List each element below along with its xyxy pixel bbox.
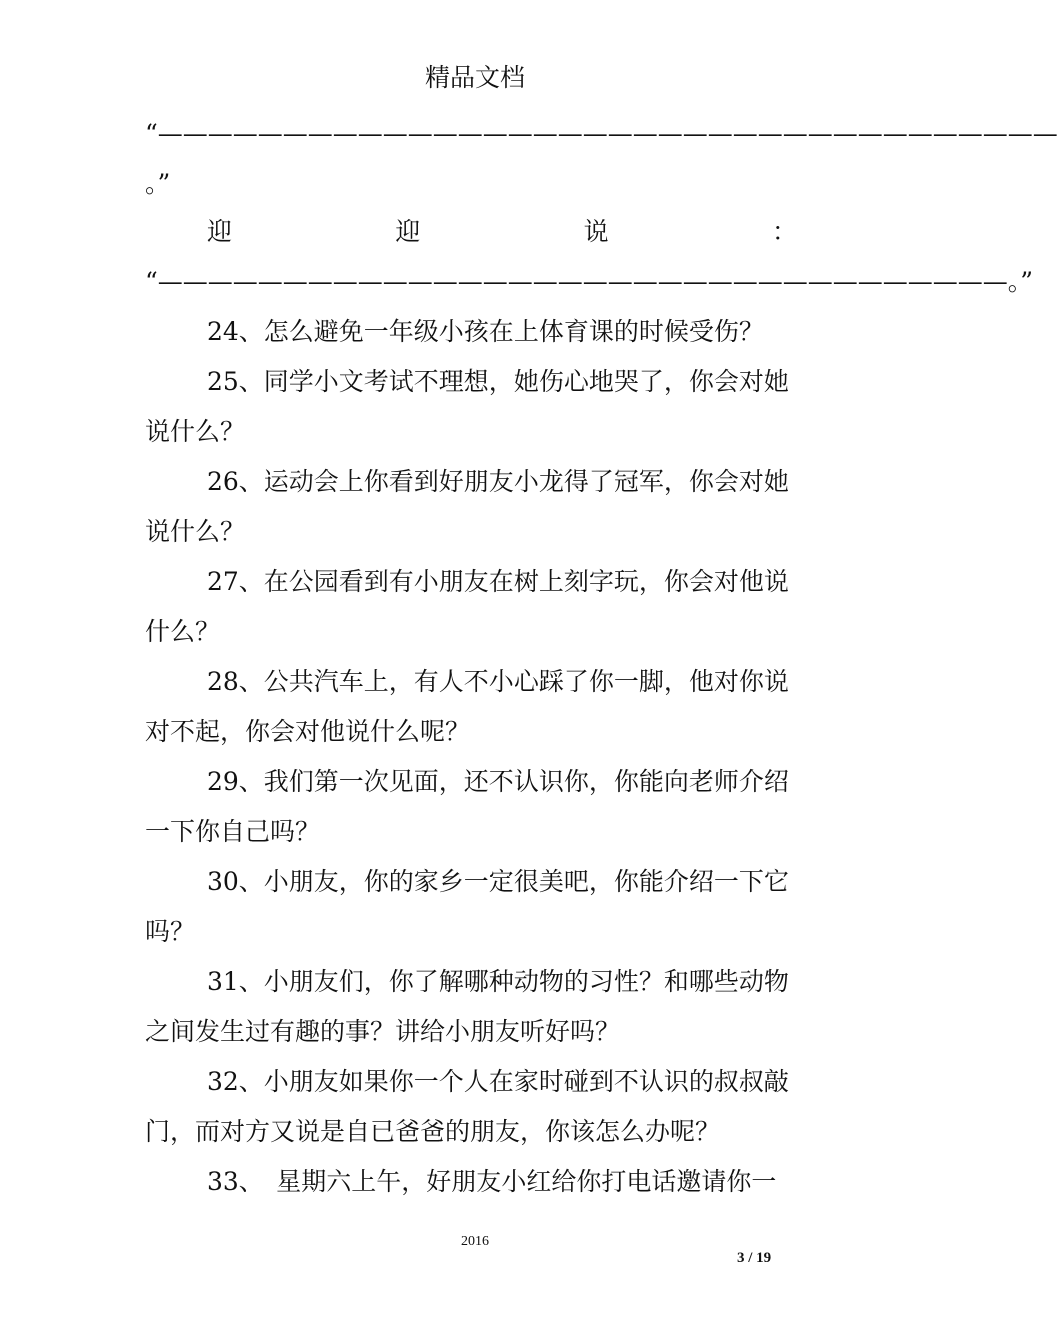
question-31: 31、小朋友们，你了解哪种动物的习性？和哪些动物 xyxy=(207,967,789,996)
blank-line-1-end: 。” xyxy=(145,169,171,198)
question-25: 25、同学小文考试不理想，她伤心地哭了，你会对她 xyxy=(207,367,789,396)
speaker-char-1: 迎 xyxy=(207,217,233,246)
question-25-cont: 说什么？ xyxy=(145,417,246,446)
question-26-cont: 说什么？ xyxy=(145,517,246,546)
question-28-cont: 对不起，你会对他说什么呢？ xyxy=(145,717,471,746)
question-27: 27、在公园看到有小朋友在树上刻字玩，你会对他说 xyxy=(207,567,789,596)
speaker-line xyxy=(207,216,797,248)
question-26: 26、运动会上你看到好朋友小龙得了冠军，你会对她 xyxy=(207,467,789,496)
page-number: 3 / 19 xyxy=(737,1250,772,1266)
question-32: 32、小朋友如果你一个人在家时碰到不认识的叔叔敲 xyxy=(207,1067,789,1096)
speaker-char-2: 迎 xyxy=(395,217,421,246)
speaker-char-3: 说 xyxy=(583,217,609,246)
blank-line-1: “———————————————————————————————————— xyxy=(145,119,1058,148)
speaker-colon: ： xyxy=(771,217,797,246)
blank-line-2: “——————————————————————————————————。” xyxy=(145,267,1034,296)
question-27-cont: 什么？ xyxy=(145,617,221,646)
question-31-cont: 之间发生过有趣的事？讲给小朋友听好吗？ xyxy=(145,1017,621,1046)
question-33: 33、 星期六上午，好朋友小红给你打电话邀请你一 xyxy=(207,1167,777,1196)
question-29: 29、我们第一次见面，还不认识你，你能向老师介绍 xyxy=(207,767,789,796)
question-30: 30、小朋友，你的家乡一定很美吧，你能介绍一下它 xyxy=(207,867,789,896)
question-28: 28、公共汽车上，有人不小心踩了你一脚，他对你说 xyxy=(207,667,789,696)
question-30-cont: 吗？ xyxy=(145,917,196,946)
page-header-title: 精品文档 xyxy=(424,63,525,92)
footer-year: 2016 xyxy=(461,1234,489,1249)
question-24: 24、怎么避免一年级小孩在上体育课的时候受伤？ xyxy=(207,317,764,346)
question-29-cont: 一下你自己吗？ xyxy=(145,817,321,846)
question-32-cont: 门，而对方又说是自已爸爸的朋友，你该怎么办呢？ xyxy=(145,1117,721,1146)
